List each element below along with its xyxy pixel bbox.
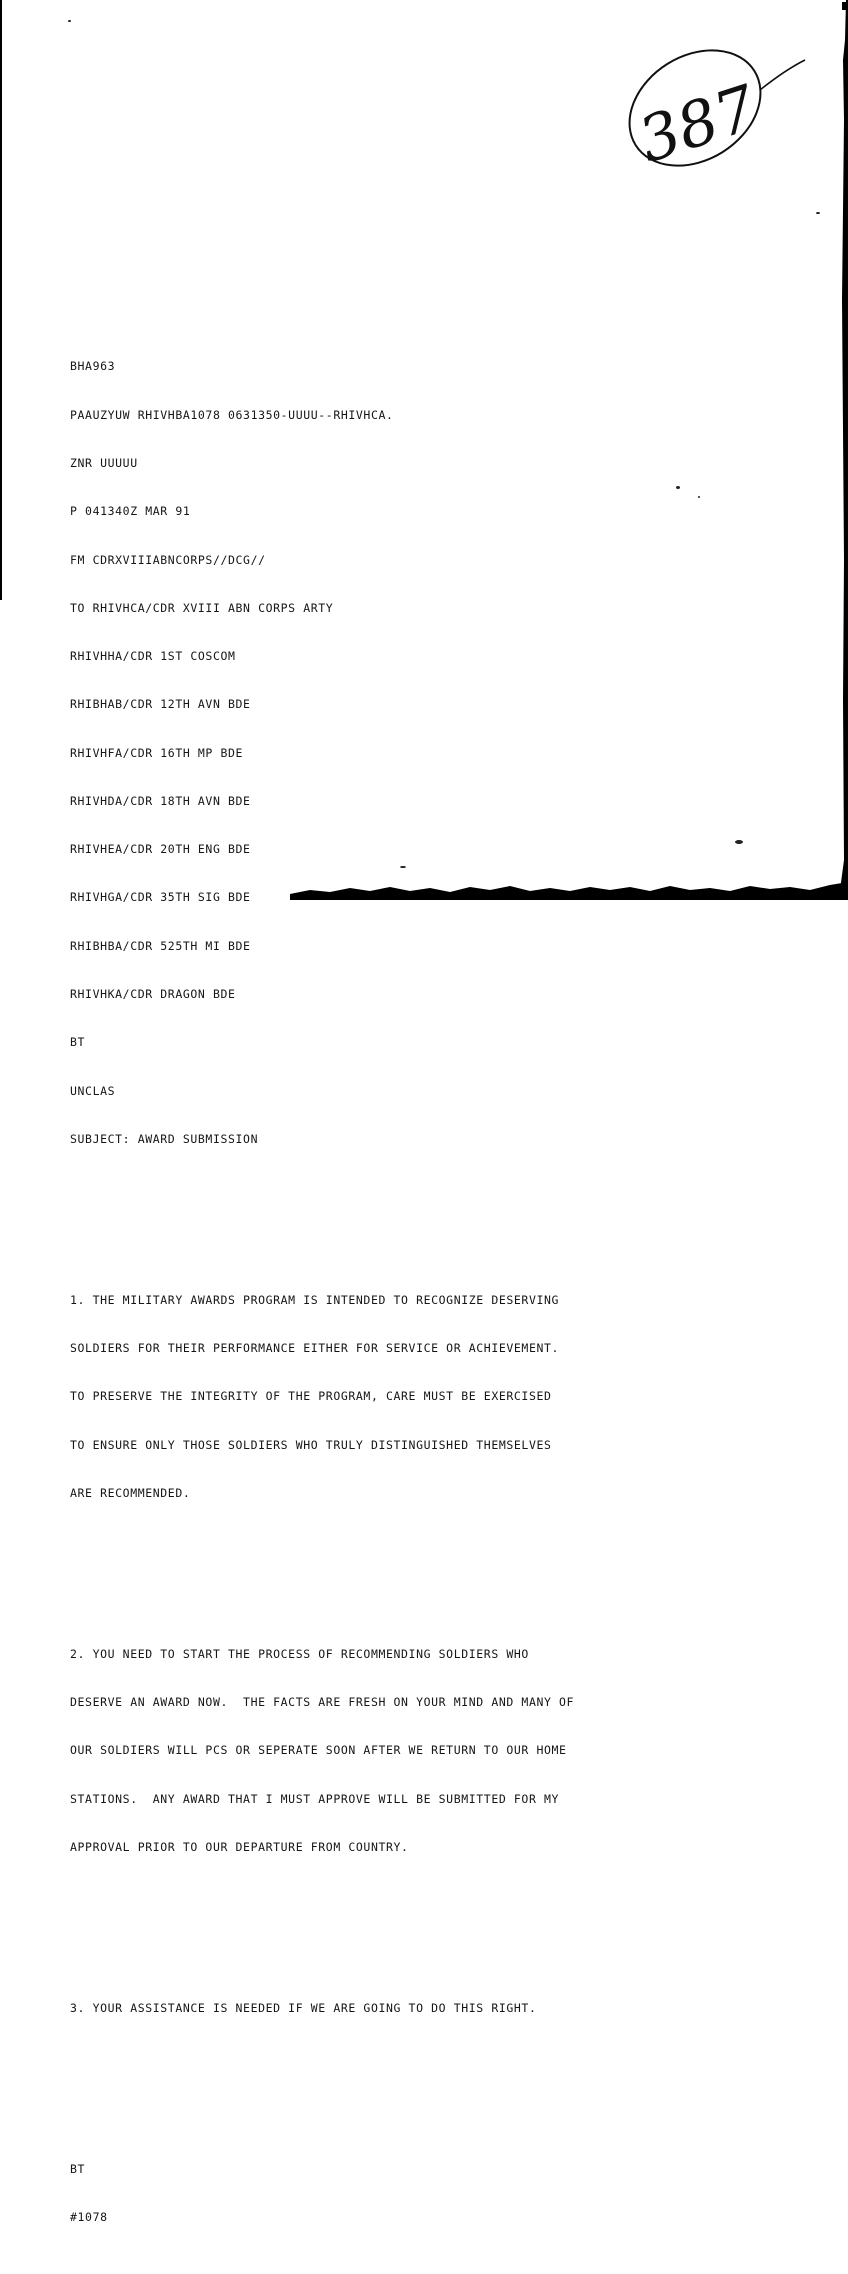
routing-line: ZNR UUUUU [70, 455, 138, 470]
paragraph-3 [70, 1968, 670, 2048]
addressee-line: RHIBHAB/CDR 12TH AVN BDE [70, 697, 251, 712]
scan-speck [68, 20, 71, 22]
paragraph-1 [70, 1260, 670, 1534]
paragraph-line: TO PRESERVE THE INTEGRITY OF THE PROGRAM, CARE MUST BE EXERCISED [70, 1389, 552, 1404]
telex-message [70, 294, 670, 2274]
stamp-number: 387 [630, 70, 766, 177]
subject-line: SUBJECT: AWARD SUBMISSION [70, 1131, 259, 1146]
date-time-group: P 041340Z MAR 91 [70, 504, 191, 519]
message-footer [70, 2129, 670, 2258]
paragraph-line: TO ENSURE ONLY THOSE SOLDIERS WHO TRULY DISTINGUISHED THEMSELVES [70, 1437, 552, 1452]
paragraph-2 [70, 1614, 670, 1888]
routing-line: PAAUZYUW RHIVHBA1078 0631350-UUUU--RHIVHCA. [70, 407, 394, 422]
paragraph-line: 1. THE MILITARY AWARDS PROGRAM IS INTENDED TO RECOGNIZE DESERVING [70, 1292, 560, 1307]
message-header [70, 326, 670, 1179]
paragraph-line: DESERVE AN AWARD NOW. THE FACTS ARE FRESH ON YOUR MIND AND MANY OF [70, 1695, 575, 1710]
paragraph-line: 3. YOUR ASSISTANCE IS NEEDED IF WE ARE GOING TO DO THIS RIGHT. [70, 2000, 537, 2015]
paragraph-line: 2. YOU NEED TO START THE PROCESS OF RECOMMENDING SOLDIERS WHO [70, 1646, 529, 1661]
paragraph-line: APPROVAL PRIOR TO OUR DEPARTURE FROM COUNTRY. [70, 1840, 409, 1854]
classification: UNCLAS [70, 1083, 116, 1098]
paragraph-line: ARE RECOMMENDED. [70, 1485, 191, 1500]
addressee-line: RHIVHFA/CDR 16TH MP BDE [70, 745, 244, 760]
paragraph-line: SOLDIERS FOR THEIR PERFORMANCE EITHER FOR SERVICE OR ACHIEVEMENT. [70, 1341, 560, 1356]
handwritten-page-number [610, 30, 825, 177]
paragraph-line: STATIONS. ANY AWARD THAT I MUST APPROVE WILL BE SUBMITTED FOR MY [70, 1791, 560, 1806]
addressee-line: RHIVHKA/CDR DRAGON BDE [70, 987, 236, 1002]
paragraph-line: OUR SOLDIERS WILL PCS OR SEPERATE SOON AFTER WE RETURN TO OUR HOME [70, 1743, 567, 1758]
addressee-line: RHIVHHA/CDR 1ST COSCOM [70, 649, 236, 664]
scan-left-edge [0, 0, 2, 600]
from-line: FM CDRXVIIIABNCORPS//DCG// [70, 552, 266, 567]
message-serial: #1078 [70, 2210, 108, 2225]
break-marker: BT [70, 2161, 86, 2176]
handwritten-circle-graphic [610, 30, 825, 177]
scan-speck [698, 496, 700, 498]
break-marker: BT [70, 1035, 86, 1050]
addressee-line: RHIVHDA/CDR 18TH AVN BDE [70, 793, 251, 808]
scan-speck [735, 840, 743, 844]
addressee-line: RHIVHGA/CDR 35TH SIG BDE [70, 890, 251, 905]
routing-line: BHA963 [70, 359, 116, 374]
scan-right-edge [822, 0, 848, 900]
scan-speck [816, 212, 820, 214]
addressee-line: RHIBHBA/CDR 525TH MI BDE [70, 938, 251, 953]
addressee-line: RHIVHEA/CDR 20TH ENG BDE [70, 842, 251, 857]
scan-speck [676, 486, 680, 489]
to-line: TO RHIVHCA/CDR XVIII ABN CORPS ARTY [70, 600, 334, 615]
